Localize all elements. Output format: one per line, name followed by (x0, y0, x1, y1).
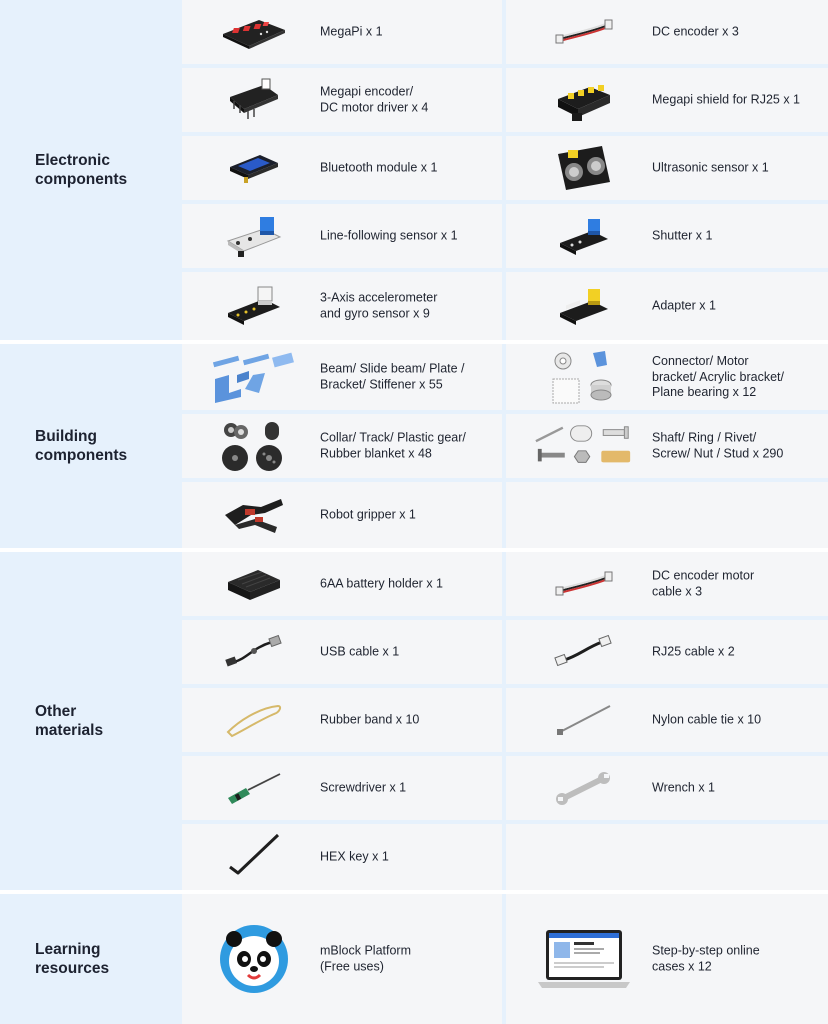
item-cell (506, 0, 828, 64)
item-cell (182, 344, 502, 410)
category-cell (0, 0, 178, 340)
table-row (182, 824, 828, 890)
category-label: Learning resources (35, 941, 110, 977)
item-label: USB cable x 1 (320, 644, 400, 659)
table-row (182, 552, 828, 616)
item-label: HEX key x 1 (320, 849, 389, 864)
table-row (182, 344, 828, 410)
section-learning (0, 894, 828, 1024)
section-building (0, 344, 828, 548)
category-cell (0, 894, 178, 1024)
item-cell (182, 620, 502, 684)
item-label: Ultrasonic sensor x 1 (652, 160, 769, 175)
item-label: DC encoder x 3 (652, 24, 739, 39)
rj25-shield-icon (534, 71, 634, 129)
section-other (0, 552, 828, 890)
megapi-board-icon (204, 3, 304, 61)
item-cell (182, 0, 502, 64)
category-cell (0, 552, 178, 890)
item-cell (506, 552, 828, 616)
wrench-icon (534, 759, 634, 817)
robot-gripper-icon (204, 486, 304, 544)
item-cell (506, 688, 828, 752)
table-row (182, 136, 828, 200)
item-label: mBlock Platform (Free uses) (320, 943, 411, 973)
item-label: Megapi shield for RJ25 x 1 (652, 92, 800, 107)
shafts-screws-icon (534, 417, 634, 475)
item-cell (182, 272, 502, 340)
rj25-cable-icon (534, 623, 634, 681)
ultrasonic-sensor-icon (534, 139, 634, 197)
bluetooth-module-icon (204, 139, 304, 197)
empty-cell (506, 482, 828, 548)
item-cell (182, 482, 502, 548)
battery-holder-icon (204, 555, 304, 613)
item-cell (182, 688, 502, 752)
item-cell (182, 136, 502, 200)
item-label: Collar/ Track/ Plastic gear/ Rubber blanket x 48 (320, 430, 466, 460)
item-cell (506, 272, 828, 340)
table-row (182, 894, 828, 1024)
item-label: Line-following sensor x 1 (320, 228, 458, 243)
connectors-brackets-icon (534, 348, 634, 406)
item-cell (506, 204, 828, 268)
item-cell (182, 756, 502, 820)
item-label: MegaPi x 1 (320, 24, 383, 39)
item-cell (506, 414, 828, 478)
item-label: 3-Axis accelerometer and gyro sensor x 9 (320, 290, 438, 320)
motor-driver-icon (204, 71, 304, 129)
item-label: RJ25 cable x 2 (652, 644, 735, 659)
item-cell (506, 894, 828, 1024)
empty-cell (506, 824, 828, 890)
table-row (182, 688, 828, 752)
item-cell (182, 414, 502, 478)
item-label: Robot gripper x 1 (320, 507, 416, 522)
beams-plates-icon (204, 348, 304, 406)
category-label: Building components (35, 428, 128, 464)
item-cell (182, 552, 502, 616)
rubber-band-icon (204, 691, 304, 749)
shutter-module-icon (534, 207, 634, 265)
table-row (182, 272, 828, 340)
item-label: Shaft/ Ring / Rivet/ Screw/ Nut / Stud x 290 (652, 430, 784, 460)
dc-encoder-cable-icon (534, 3, 634, 61)
line-follower-icon (204, 207, 304, 265)
item-label: Screwdriver x 1 (320, 780, 407, 795)
adapter-module-icon (534, 277, 634, 335)
table-row (182, 620, 828, 684)
usb-cable-icon (204, 623, 304, 681)
category-label: Other materials (35, 703, 104, 739)
item-cell (506, 620, 828, 684)
item-label: Beam/ Slide beam/ Plate / Bracket/ Stiffener x 55 (320, 361, 465, 391)
table-row (182, 482, 828, 548)
item-label: Step-by-step online cases x 12 (652, 943, 760, 973)
table-row (182, 204, 828, 268)
mblock-panda-icon (204, 919, 304, 999)
item-cell (506, 344, 828, 410)
hex-key-icon (204, 828, 304, 886)
item-label: Megapi encoder/ DC motor driver x 4 (320, 84, 429, 114)
item-label: Connector/ Motor bracket/ Acrylic bracket/ Plane bearing x 12 (652, 353, 784, 399)
item-cell (182, 68, 502, 132)
item-cell (182, 824, 502, 890)
gyro-sensor-icon (204, 277, 304, 335)
section-electronic (0, 0, 828, 340)
item-label: Rubber band x 10 (320, 712, 420, 727)
table-row (182, 68, 828, 132)
laptop-icon (534, 919, 634, 999)
item-cell (506, 136, 828, 200)
item-label: Shutter x 1 (652, 228, 713, 243)
item-label: Nylon cable tie x 10 (652, 712, 762, 727)
cable-tie-icon (534, 691, 634, 749)
item-label: 6AA battery holder x 1 (320, 576, 443, 591)
item-label: Adapter x 1 (652, 298, 716, 313)
table-row (182, 756, 828, 820)
motor-cable-icon (534, 555, 634, 613)
item-cell (506, 68, 828, 132)
category-label: Electronic components (35, 152, 128, 188)
item-cell (506, 756, 828, 820)
table-row (182, 0, 828, 64)
collars-gears-icon (204, 417, 304, 475)
table-row (182, 414, 828, 478)
item-cell (182, 894, 502, 1024)
item-label: DC encoder motor cable x 3 (652, 568, 755, 598)
item-label: Bluetooth module x 1 (320, 160, 438, 175)
category-cell (0, 344, 178, 548)
screwdriver-icon (204, 759, 304, 817)
item-label: Wrench x 1 (652, 780, 715, 795)
item-cell (182, 204, 502, 268)
